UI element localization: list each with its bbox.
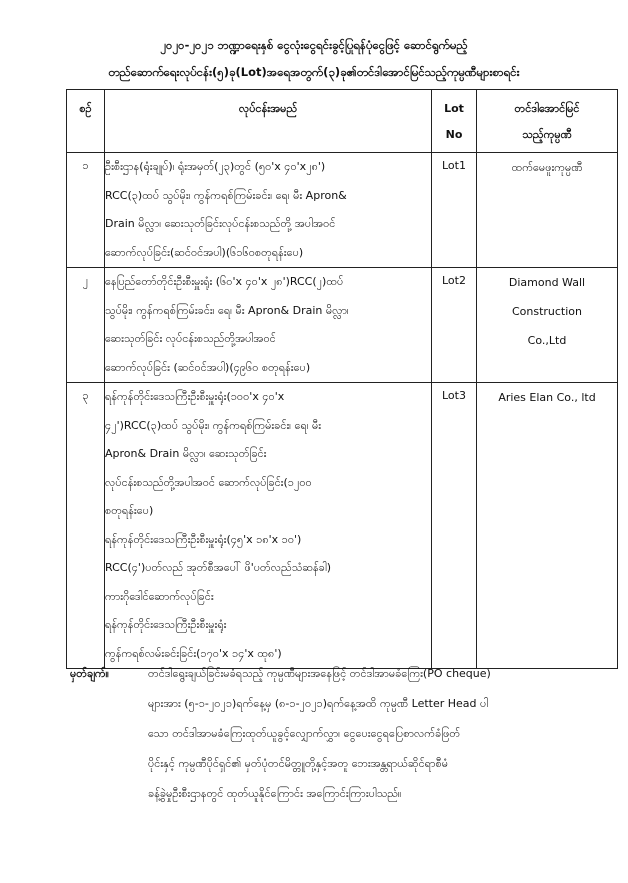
description-line: ဆောက်လုပ်ခြင်း(ဆင်ဝင်အပါ)(၆၁၆၀စတုရန်းပေ)	[105, 245, 304, 259]
header-lot-line: No	[445, 128, 463, 141]
page-subtitle: တည်ဆောက်ရေးလုပ်ငန်း(၅)ခု(Lot)အရေအတွက်(၃)ခု၏တင်ဒါအောင်မြင်သည့်ကုမ္ပဏီများစာရင်း	[108, 65, 520, 79]
remarks-line: သော တင်ဒါအာမခံကြေးထုတ်ယူခွင့်လျှောက်လွှာ၊ ငွေပေးငွေရပြေစာလက်ခံဖြတ်	[148, 727, 461, 740]
winner-line: Aries Elan Co., ltd	[498, 391, 596, 404]
row-number: ၁	[67, 153, 105, 268]
description-line: ရန်ကုန်တိုင်းဒေသကြီးဦးစီးမှူးရုံး	[105, 618, 227, 631]
row-winner	[477, 268, 618, 383]
table-header-row	[67, 90, 618, 153]
row-number: ၂	[67, 268, 105, 383]
row-description	[105, 383, 432, 669]
description-line: နေပြည်တော်တိုင်းဦးစီးမှူးရုံး (၆၀'x ၄၀'x ၂၈')RCC(၂)ထပ်	[105, 275, 344, 288]
description-line: Drain မိလ္လာ၊ ဆေးသုတ်ခြင်းလုပ်ငန်းစသည်တို့ အပါအဝင်	[105, 217, 336, 230]
winner-line: Construction	[511, 305, 583, 318]
remarks-line: တင်ဒါရွေးချယ်ခြင်းမခံရသည့် ကုမ္ပဏီများအနေဖြင့် တင်ဒါအာမခံကြေး(PO cheque)	[148, 667, 491, 680]
row-description	[105, 268, 432, 383]
header-winner	[477, 90, 618, 153]
remarks-line: ခန့်ခွဲမှုဦးစီးဌာနတွင် ထုတ်ယူနိုင်ကြောင်း အကြောင်းကြားပါသည်။	[148, 787, 402, 800]
description-line: ဆေးသုတ်ခြင်း လုပ်ငန်းစသည်တို့အပါအဝင်	[105, 332, 276, 345]
page-title: ၂၀၂၀-၂၀၂၁ ဘဏ္ဍာရေးနှစ် ငွေလုံးငွေရင်းခွင့်ပြုရန်ပုံငွေဖြင့် ဆောင်ရွက်မည့်	[160, 38, 468, 52]
header-winner-line: သည့်ကုမ္ပဏီ	[522, 128, 572, 141]
winner-line: Diamond Wall	[508, 276, 586, 289]
row-lot: Lot2	[432, 268, 477, 383]
description-line: RCC(၄')ပတ်လည် အုတ်စီအပေါ် ဖိ'ပတ်လည်သံဆန်ခါ)	[105, 561, 332, 574]
table-row	[67, 268, 618, 383]
description-line: စတုရန်းပေ)	[105, 504, 154, 517]
remarks-line: များအား (၅-၁-၂၀၂၁)ရက်နေ့မှ (၈-၁-၂၀၂၁)ရက်နေ့အထိ ကုမ္ပဏီ Letter Head ပါ	[148, 697, 489, 710]
row-description	[105, 153, 432, 268]
header-no: စဉ်	[67, 90, 105, 153]
row-number: ၃	[67, 383, 105, 669]
winner-line: ထက်မေဖူးကုမ္ပဏီ	[511, 161, 583, 174]
table-row	[67, 383, 618, 669]
winner-line: Co.,Ltd	[527, 334, 567, 347]
description-line: ရန်ကုန်တိုင်းဒေသကြီးဦးစီးမှူးရုံး(၁၀၀'x ၄၀'x	[105, 390, 285, 403]
header-work-name: လုပ်ငန်းအမည်	[105, 90, 432, 153]
row-winner	[477, 383, 618, 669]
remarks-line: ပိုင်းနှင့် ကုမ္ပဏီပိုင်ရှင်၏ မှတ်ပုံတင်မိတ္တူတို့နှင့်အတူ ဘေးအန္တရာယ်ဆိုင်ရာစီမံ	[148, 757, 448, 770]
remarks-label: မှတ်ချက်။	[70, 667, 110, 680]
description-line: လုပ်ငန်းစသည်တို့အပါအဝင် ဆောက်လုပ်ခြင်း(၁၂၀၀	[105, 475, 312, 489]
description-line: ဆောက်လုပ်ခြင်း (ဆင်ဝင်အပါ)(၄၉၆၀ စတုရန်းပေ)	[105, 360, 311, 374]
table-row	[67, 153, 618, 268]
description-line: ဦးစီးဌာန(ရုံးချုပ်)၊ ရုံးအမှတ်(၂၃)တွင် (၅၀'x ၄၀'x၂၈')	[105, 160, 326, 173]
description-line: ၄၂')RCC(၃)ထပ် သွပ်မိုး၊ ကွန်ကရစ်ကြမ်းခင်း၊ ရေ၊ မီး	[105, 418, 322, 432]
header-lot-no	[432, 90, 477, 153]
description-line: Apron& Drain မိလ္လာ၊ ဆေးသုတ်ခြင်း	[105, 447, 267, 460]
description-line: RCC(၃)ထပ် သွပ်မိုး၊ ကွန်ကရစ်ကြမ်းခင်း၊ ရေ၊ မီး Apron&	[105, 188, 347, 202]
description-line: ကွန်ကရစ်လမ်းခင်းခြင်း(၁၇၀'x ၁၄'x ထု၈')	[105, 646, 282, 660]
description-line: ကားဂိုဒေါင်ဆောက်လုပ်ခြင်း	[105, 589, 214, 603]
header-lot-line: Lot	[444, 102, 464, 115]
tender-results-table	[66, 89, 618, 669]
description-line: သွပ်မိုး၊ ကွန်ကရစ်ကြမ်းခင်း၊ ရေ၊ မီး Apron& Drain မိလ္လာ၊	[105, 303, 349, 317]
description-line: ရန်ကုန်တိုင်းဒေသကြီးဦးစီးမှူးရုံး(၄၅'x ၁၈'x ၁၀')	[105, 532, 302, 546]
header-winner-line: တင်ဒါအောင်မြင်	[514, 102, 580, 115]
row-lot: Lot3	[432, 383, 477, 669]
row-winner	[477, 153, 618, 268]
row-lot: Lot1	[432, 153, 477, 268]
